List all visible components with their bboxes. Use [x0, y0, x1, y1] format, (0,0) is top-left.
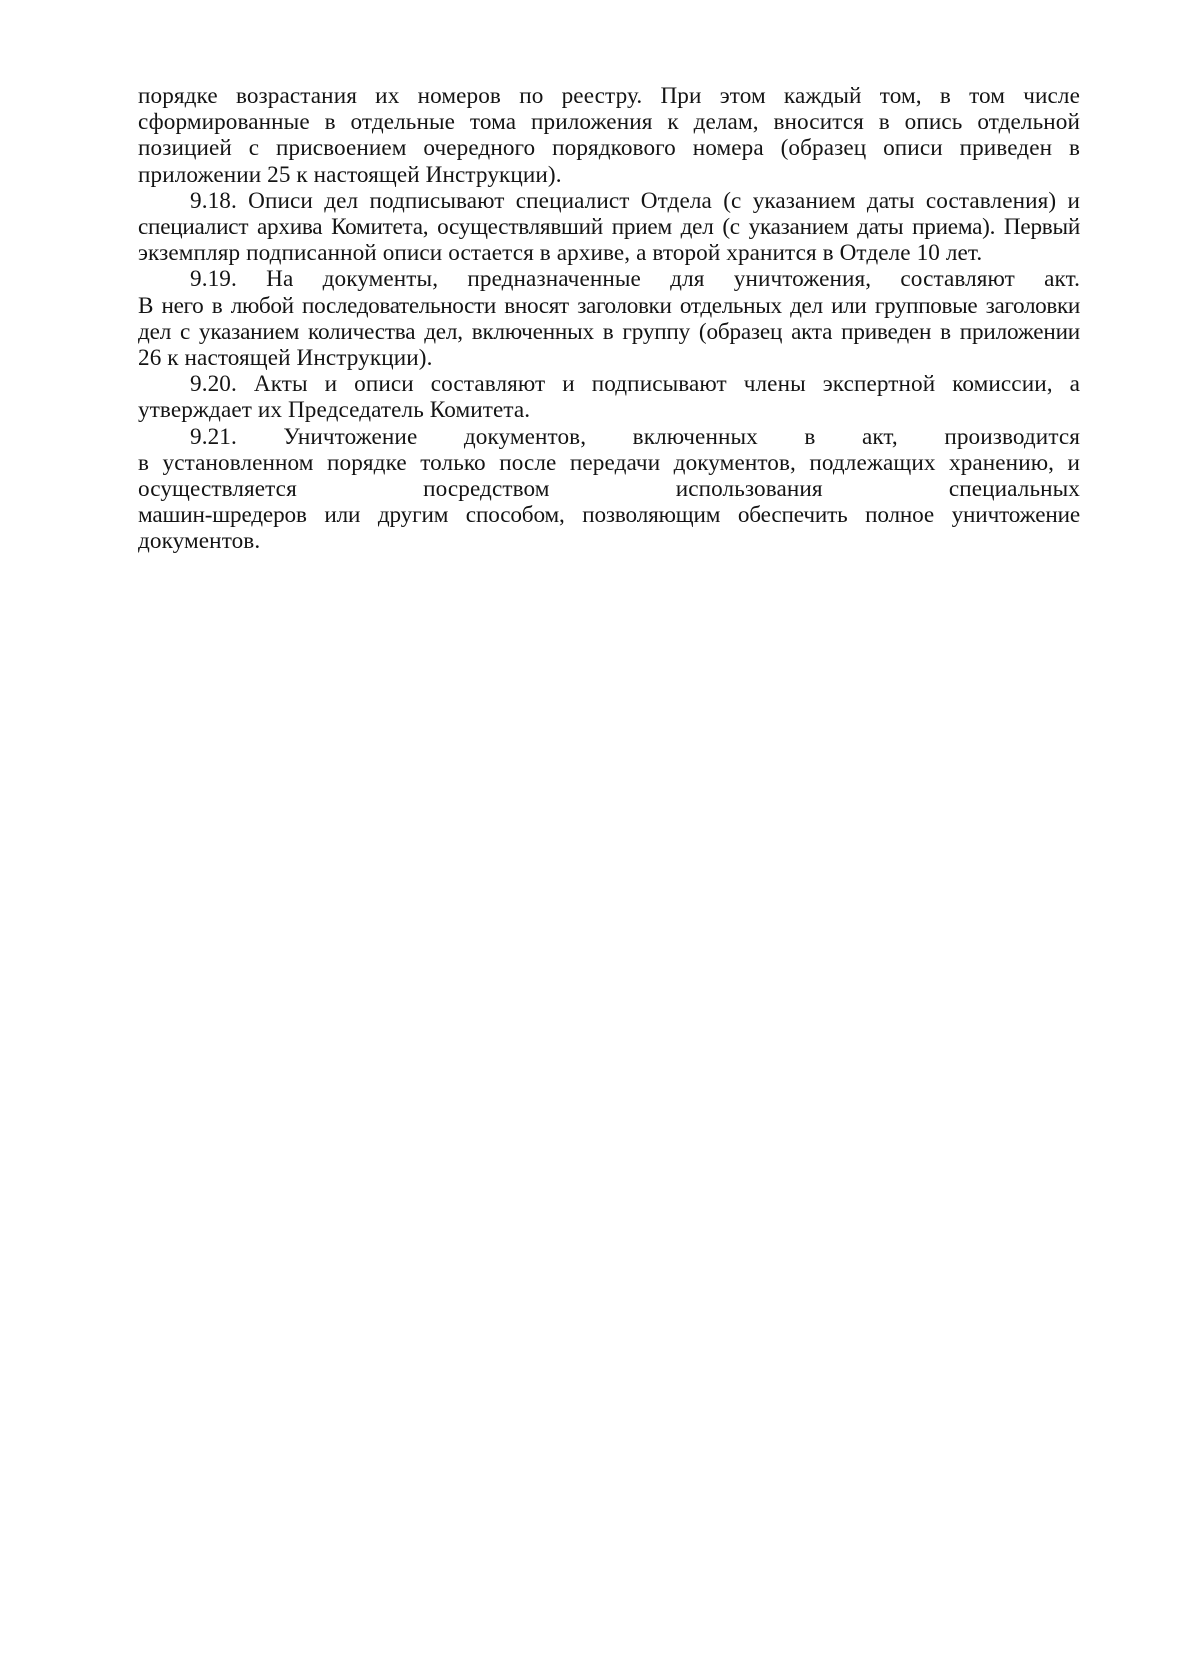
text-line: 9.19. На документы, предназначенные для уничтожения, составляют акт.: [190, 266, 1080, 293]
text-line: 26 к настоящей Инструкции).: [138, 345, 433, 372]
text-line: машин-шредеров или другим способом, позволяющим обеспечить полное уничтожение: [138, 502, 1080, 529]
text-line: порядке возрастания их номеров по реестру. При этом каждый том, в том числе: [138, 83, 1080, 109]
paragraph-9-18: [138, 188, 1080, 267]
text-line: осуществляется посредством использования специальных: [138, 476, 1080, 503]
text-line: утверждает их Председатель Комитета.: [138, 397, 531, 424]
paragraph-9-21: [138, 424, 1080, 555]
text-line: приложении 25 к настоящей Инструкции).: [138, 161, 562, 188]
text-line: 9.18. Описи дел подписывают специалист Отдела (с указанием даты составления) и: [190, 187, 1080, 214]
paragraph-continuation: [138, 83, 1080, 188]
text-line: В него в любой последовательности вносят заголовки отдельных дел или групповые заголовки: [138, 292, 1080, 319]
text-line: специалист архива Комитета, осуществлявший прием дел (с указанием даты приема). Первый: [138, 214, 1080, 241]
text-line: экземпляр подписанной описи остается в архиве, а второй хранится в Отделе 10 лет.: [138, 240, 983, 267]
text-line: 9.21. Уничтожение документов, включенных в акт, производится: [190, 423, 1080, 450]
paragraph-9-20: [138, 371, 1080, 423]
paragraph-9-19: [138, 266, 1080, 371]
document-body: [138, 83, 1080, 555]
text-line: дел с указанием количества дел, включенных в группу (образец акта приведен в приложении: [138, 318, 1080, 345]
text-line: в установленном порядке только после передачи документов, подлежащих хранению, и: [138, 449, 1080, 476]
text-line: сформированные в отдельные тома приложения к делам, вносится в опись отдельной: [138, 109, 1080, 136]
text-line: позицией с присвоением очередного порядкового номера (образец описи приведен в: [138, 135, 1080, 162]
text-line: документов.: [138, 528, 261, 555]
text-line: 9.20. Акты и описи составляют и подписывают члены экспертной комиссии, а: [190, 371, 1080, 398]
